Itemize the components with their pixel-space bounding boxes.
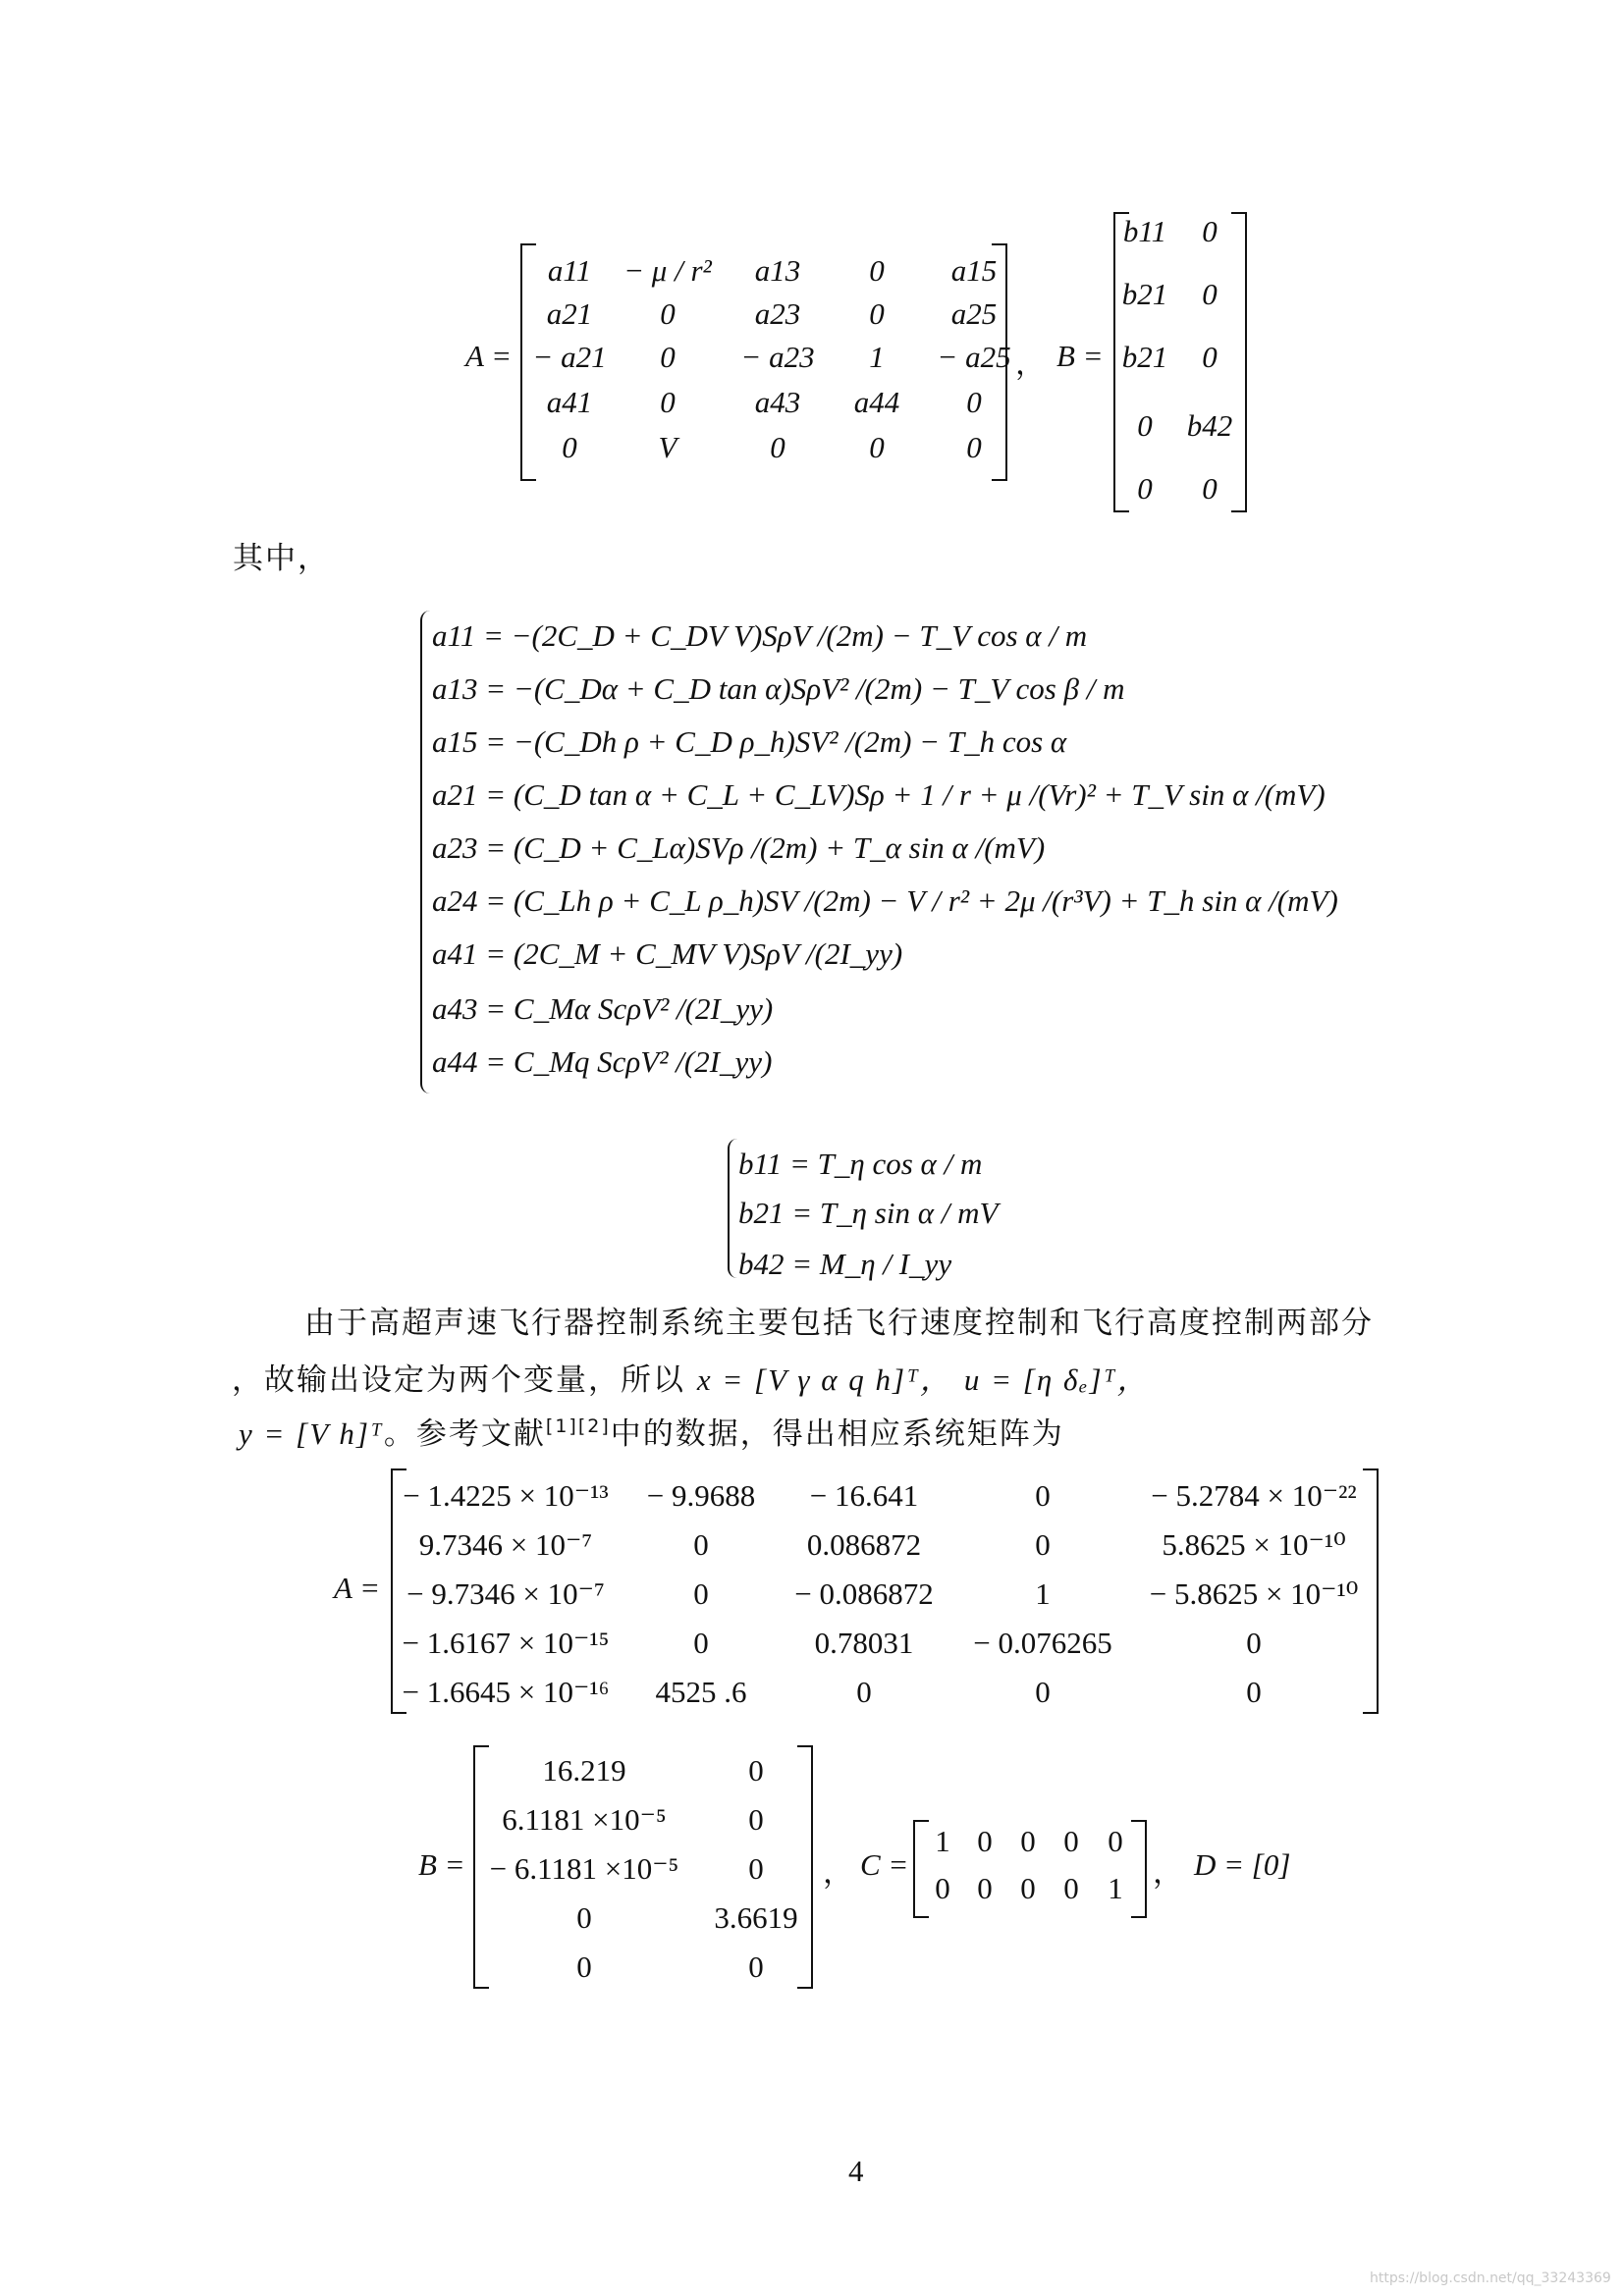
a-system-brace — [420, 611, 432, 1094]
matrixC-cell: 1 — [935, 1824, 950, 1858]
matrixB-cell: 0 — [576, 1949, 592, 1984]
matrixA-cell: − 5.8625 × 10⁻¹⁰ — [1149, 1576, 1359, 1611]
matrixA-cell: − 9.9688 — [646, 1478, 756, 1513]
a-equation-row: a41 = (2C_M + C_MV V)SρV /(2I_yy) — [432, 936, 903, 971]
matrixB1-cell: 0 — [1202, 340, 1218, 374]
matrixC-cell: 1 — [1108, 1871, 1123, 1905]
a-equation-row: a23 = (C_D + C_Lα)SVρ /(2m) + T_α sin α /(mV) — [432, 830, 1046, 865]
a-equation-row: a13 = −(C_Dα + C_D tan α)SρV² /(2m) − T_V cos β / m — [432, 671, 1125, 706]
matrixA-cell: 1 — [1035, 1576, 1051, 1611]
a-equation-row: a11 = −(2C_D + C_DV V)SρV /(2m) − T_V cos α / m — [432, 618, 1088, 653]
reference-citation[interactable]: [1][2] — [545, 1415, 611, 1437]
matrixC-separator: ， — [1153, 1855, 1183, 1890]
matrixA-cell: 9.7346 × 10⁻⁷ — [418, 1527, 593, 1562]
matrix1-cell: a11 — [547, 253, 592, 288]
matrixB1-cell: b21 — [1121, 277, 1168, 311]
matrixB-cell: 6.1181 ×10⁻⁵ — [502, 1802, 667, 1837]
matrixC-cell: 0 — [977, 1871, 993, 1905]
matrix1-cell: − a25 — [937, 340, 1011, 374]
paragraph-line-2 — [232, 1355, 1150, 1399]
matrixA-cell: 0.78031 — [814, 1626, 914, 1660]
matrix1-cell: a13 — [754, 253, 801, 288]
matrixA-cell: − 16.641 — [809, 1478, 919, 1513]
matrixB-lhs: B = — [418, 1847, 465, 1882]
matrixC-cell: 0 — [1020, 1871, 1036, 1905]
matrixB1-cell: 0 — [1202, 214, 1218, 248]
paragraph-line-2-text: ，故输出设定为两个变量，所以 — [232, 1362, 685, 1398]
watermark: https://blog.csdn.net/qq_33243369 — [1370, 2270, 1611, 2286]
qizhong-label: 其中， — [233, 541, 330, 576]
matrixA-lhs: A = — [334, 1571, 381, 1605]
matrixC-lhs: C = — [860, 1847, 909, 1882]
a-equation-row: a43 = C_Mα ScρV² /(2I_yy) — [432, 991, 774, 1026]
matrix1-lhs: A = — [465, 339, 513, 373]
matrix1-cell: 0 — [869, 296, 885, 331]
matrixB1-cell: 0 — [1137, 408, 1153, 443]
matrixD-equation: D = [0] — [1194, 1847, 1291, 1882]
matrix1-cell: a44 — [853, 385, 900, 419]
matrixC-cell: 0 — [1020, 1824, 1036, 1858]
matrixA-cell: − 5.2784 × 10⁻²² — [1151, 1478, 1357, 1513]
b-equation-row: b11 = T_η cos α / m — [738, 1147, 983, 1181]
matrixB1-lhs: B = — [1056, 339, 1104, 373]
matrixC-cell: 0 — [977, 1824, 993, 1858]
b-equation-row: b42 = M_η / I_yy — [738, 1247, 952, 1281]
matrix1-cell: a41 — [546, 385, 593, 419]
matrixC-cell: 0 — [1063, 1824, 1079, 1858]
matrix1-cell: 1 — [869, 340, 885, 374]
b-equation-row: b21 = T_η sin α / mV — [738, 1196, 999, 1230]
matrix1-cell: a43 — [754, 385, 801, 419]
paragraph-line-1: 由于高超声速飞行器控制系统主要包括飞行速度控制和飞行高度控制两部分 — [304, 1306, 1374, 1341]
matrix1-cell: 0 — [660, 296, 676, 331]
matrix1-cell: 0 — [770, 430, 785, 464]
matrix1-cell: a25 — [950, 296, 998, 331]
matrix1-cell: 0 — [869, 253, 885, 288]
x-vector: x = [V γ α q h]ᵀ， — [696, 1362, 953, 1397]
matrix1-cell: 0 — [660, 340, 676, 374]
matrixA-cell: − 1.6645 × 10⁻¹⁶ — [402, 1675, 610, 1709]
paragraph-line-3-text: 。参考文献 — [383, 1416, 546, 1452]
y-vector: y = [V h]ᵀ — [239, 1416, 384, 1451]
matrixB-cell: 3.6619 — [714, 1900, 798, 1935]
paragraph-line-3 — [239, 1409, 1064, 1453]
matrixA-cell: 0 — [1246, 1626, 1262, 1660]
a-equation-row: a24 = (C_Lh ρ + C_L ρ_h)SV /(2m) − V / r² + 2μ /(r³V) + T_h sin α /(mV) — [432, 883, 1338, 918]
matrix1-cell: 0 — [869, 430, 885, 464]
matrix1-cell: − μ / r² — [623, 253, 712, 288]
matrix1-cell: − a21 — [532, 340, 607, 374]
matrixA-cell: − 0.076265 — [973, 1626, 1112, 1660]
matrixA-cell: 4525 .6 — [655, 1675, 747, 1709]
page-number: 4 — [848, 2154, 864, 2188]
matrixA-cell: − 1.4225 × 10⁻¹³ — [403, 1478, 609, 1513]
matrixA-cell: 0 — [1246, 1675, 1262, 1709]
a-equation-row: a21 = (C_D tan α + C_L + C_LV)Sρ + 1 / r + μ /(Vr)² + T_V sin α /(mV) — [432, 777, 1326, 812]
matrixB1-cell: 0 — [1137, 471, 1153, 506]
matrixA-cell: 0 — [693, 1626, 709, 1660]
matrixA-cell: − 9.7346 × 10⁻⁷ — [406, 1576, 605, 1611]
matrix1-cell: a23 — [754, 296, 801, 331]
matrixA-cell: − 0.086872 — [794, 1576, 934, 1611]
matrixA-cell: − 1.6167 × 10⁻¹⁵ — [402, 1626, 610, 1660]
matrixC-cell: 0 — [1063, 1871, 1079, 1905]
matrixB-cell: − 6.1181 ×10⁻⁵ — [489, 1851, 679, 1886]
matrix1-cell: 0 — [966, 430, 982, 464]
matrixB1-cell: 0 — [1202, 277, 1218, 311]
matrix1-cell: 0 — [660, 385, 676, 419]
paragraph-line-3-tail: 中的数据，得出相应系统矩阵为 — [610, 1416, 1064, 1452]
matrix1-cell: a21 — [546, 296, 593, 331]
matrixB-cell: 0 — [748, 1802, 764, 1837]
matrixA-cell: 0 — [1035, 1478, 1051, 1513]
matrixB1-cell: b21 — [1121, 340, 1168, 374]
matrixB1-cell: b42 — [1186, 408, 1233, 443]
matrix1-cell: 0 — [966, 385, 982, 419]
matrixA-cell: 0 — [1035, 1527, 1051, 1562]
matrix1-cell: 0 — [562, 430, 577, 464]
matrixA-cell: 0 — [1035, 1675, 1051, 1709]
matrixB1-cell: 0 — [1202, 471, 1218, 506]
matrixA-cell: 0.086872 — [806, 1527, 922, 1562]
matrix1-cell: V — [658, 430, 677, 464]
matrixB-cell: 0 — [748, 1851, 764, 1886]
matrixB-cell: 16.219 — [542, 1753, 626, 1788]
matrixA-cell: 0 — [693, 1527, 709, 1562]
matrix1-cell: − a23 — [740, 340, 815, 374]
matrixB-separator: ， — [823, 1855, 853, 1890]
a-equation-row: a15 = −(C_Dh ρ + C_D ρ_h)SV² /(2m) − T_h cos α — [432, 724, 1067, 759]
matrixB1-cell: b11 — [1122, 214, 1167, 248]
matrixA-cell: 0 — [693, 1576, 709, 1611]
matrixB-cell: 0 — [576, 1900, 592, 1935]
matrix1-separator: ， — [1015, 347, 1046, 381]
matrixA-cell: 0 — [856, 1675, 872, 1709]
matrixB-cell: 0 — [748, 1949, 764, 1984]
matrixB-cell: 0 — [748, 1753, 764, 1788]
u-vector: u = [η δₑ]ᵀ， — [963, 1362, 1150, 1397]
matrix1-cell: a15 — [950, 253, 998, 288]
matrixC-cell: 0 — [1108, 1824, 1123, 1858]
matrixA-cell: 5.8625 × 10⁻¹⁰ — [1162, 1527, 1346, 1562]
a-equation-row: a44 = C_Mq ScρV² /(2I_yy) — [432, 1044, 773, 1079]
matrixC-cell: 0 — [935, 1871, 950, 1905]
